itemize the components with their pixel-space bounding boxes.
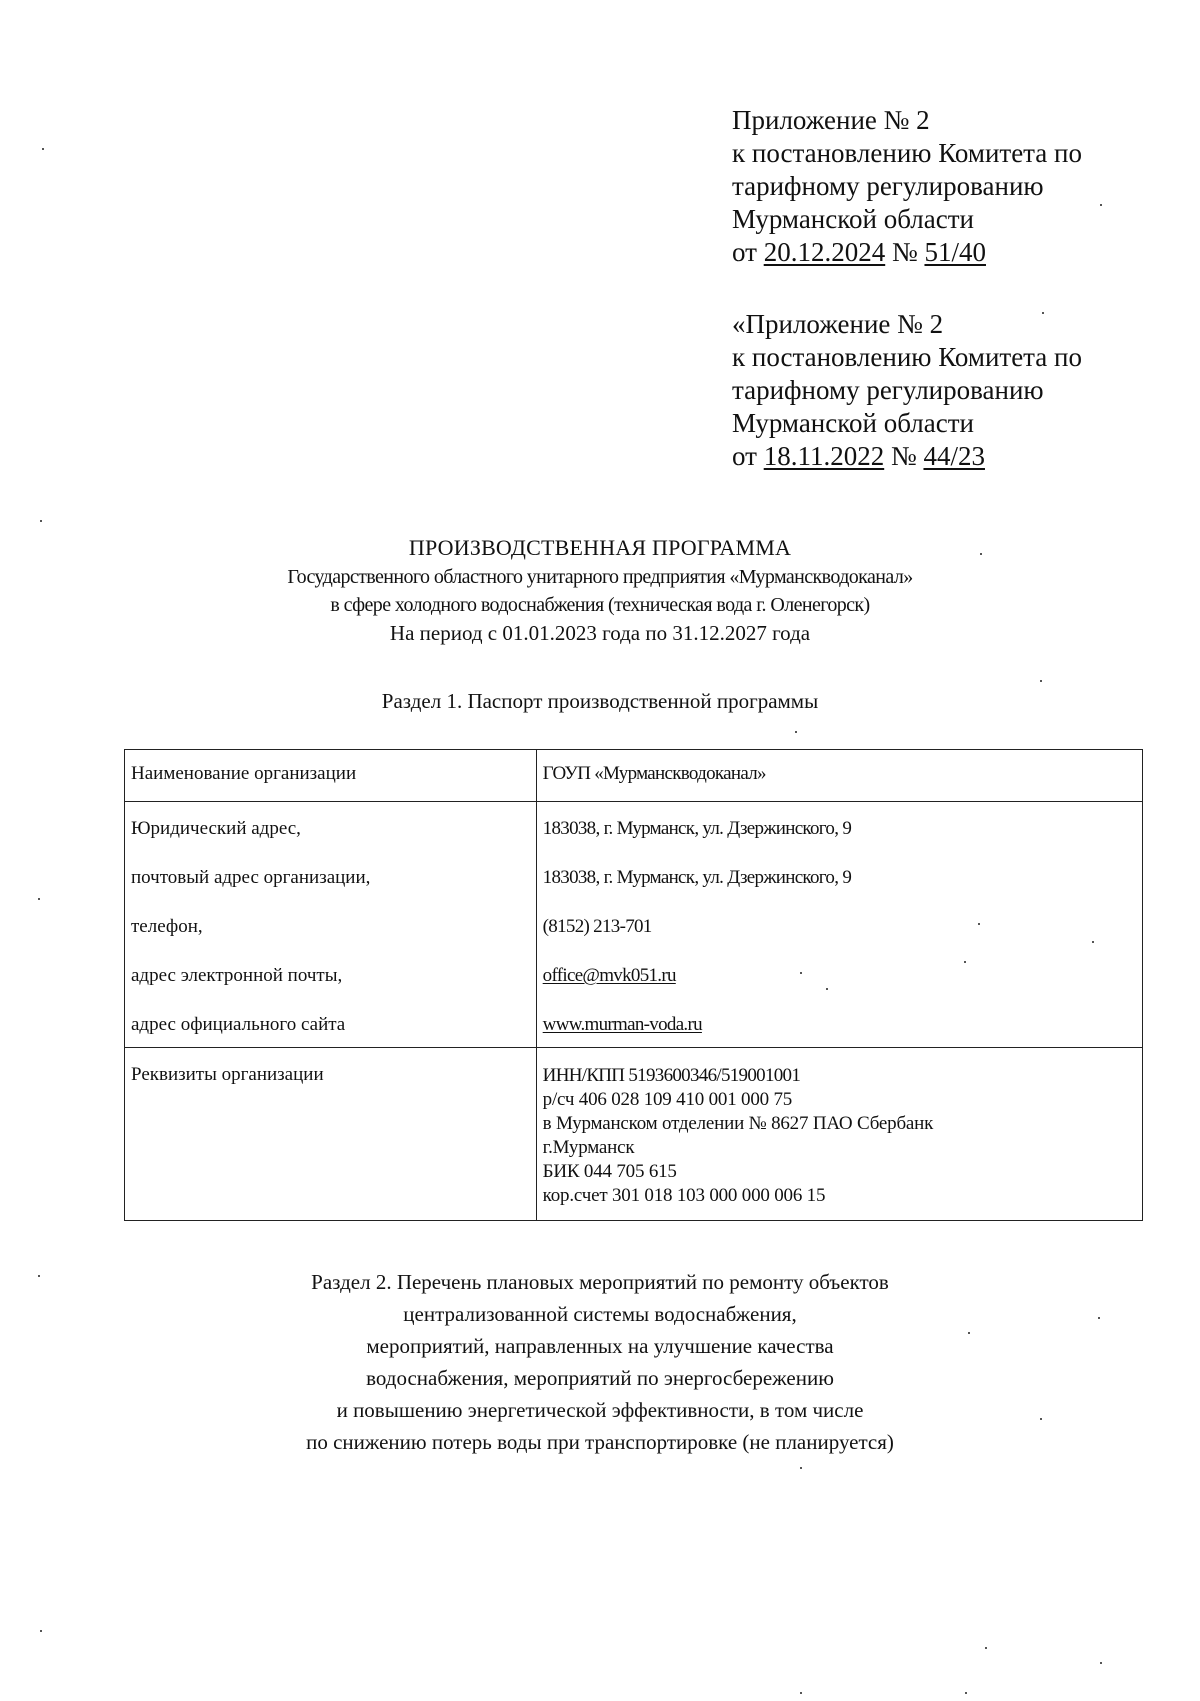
contacts-label-cell <box>125 802 537 1048</box>
scan-speck <box>965 1692 967 1694</box>
postal-address-value: 183038, г. Мурманск, ул. Дзержинского, 9 <box>542 867 852 888</box>
scan-speck <box>40 1630 42 1632</box>
appendix-previous-block <box>732 308 1082 473</box>
requisites-city: г.Мурманск <box>542 1137 635 1158</box>
scan-speck <box>800 1692 802 1694</box>
website-link[interactable]: www.murman-voda.ru <box>542 1014 702 1035</box>
appendix-current-line-2: к постановлению Комитета по <box>732 138 1082 168</box>
appendix-previous-line-2: к постановлению Комитета по <box>732 342 1082 372</box>
legal-address-label: Юридический адрес, <box>131 818 301 839</box>
appendix-current-line-3: тарифному регулированию <box>732 171 1044 201</box>
scan-speck <box>800 972 802 974</box>
requisites-value <box>537 1048 1142 1220</box>
scan-speck <box>1100 1662 1102 1664</box>
appendix-current-title: Приложение № 2 <box>732 105 930 135</box>
scan-speck <box>1098 1317 1100 1319</box>
requisites-corr-account: кор.счет 301 018 103 000 000 006 15 <box>542 1185 826 1206</box>
requisites-bank: в Мурманском отделении № 8627 ПАО Сбербанк <box>542 1113 934 1134</box>
appendix-current-block <box>732 104 1082 269</box>
appendix-current-line-4: Мурманской области <box>732 204 974 234</box>
scan-speck <box>38 1275 40 1277</box>
requisites-inn-kpp: ИНН/КПП 5193600346/519001001 <box>542 1065 801 1086</box>
appendix-previous-line-3: тарифному регулированию <box>732 375 1044 405</box>
appendix-current-from: от <box>732 237 757 267</box>
email-label: адрес электронной почты, <box>131 965 343 986</box>
appendix-current-number-sign: № <box>891 237 918 267</box>
appendix-previous-number: 44/23 <box>923 441 985 471</box>
contacts-value-cell <box>536 802 1142 1048</box>
program-title-block <box>0 533 1200 647</box>
legal-address-value: 183038, г. Мурманск, ул. Дзержинского, 9 <box>542 818 852 839</box>
section-2-line-4: водоснабжения, мероприятий по энергосбережению <box>366 1366 834 1390</box>
passport-table <box>124 749 1143 1221</box>
program-subtitle-scope: в сфере холодного водоснабжения (техническая вода г. Оленегорск) <box>330 594 870 616</box>
scan-speck <box>1092 941 1094 943</box>
postal-address-label: почтовый адрес организации, <box>131 867 371 888</box>
scan-speck <box>826 988 828 990</box>
scan-speck <box>978 923 980 925</box>
section-2-line-3: мероприятий, направленных на улучшение качества <box>366 1334 834 1358</box>
program-period: На период с 01.01.2023 года по 31.12.2027 года <box>389 621 811 645</box>
scan-speck <box>1042 312 1044 314</box>
email-link[interactable]: office@mvk051.ru <box>542 965 676 986</box>
scan-speck <box>1040 1418 1042 1420</box>
table-row-requisites <box>125 1048 1143 1221</box>
section-2-line-1: Раздел 2. Перечень плановых мероприятий по ремонту объектов <box>311 1270 889 1294</box>
section-2-line-6: по снижению потерь воды при транспортировке (не планируется) <box>306 1430 894 1454</box>
appendix-previous-line-4: Мурманской области <box>732 408 974 438</box>
scan-speck <box>1040 680 1042 682</box>
appendix-current-date: 20.12.2024 <box>763 237 886 267</box>
scan-speck <box>38 898 40 900</box>
requisites-value-cell <box>536 1048 1142 1221</box>
scan-speck <box>795 731 797 733</box>
appendix-current-number: 51/40 <box>924 237 986 267</box>
scan-speck <box>42 148 44 150</box>
appendix-previous-title: «Приложение № 2 <box>732 309 944 339</box>
requisites-bik: БИК 044 705 615 <box>542 1161 677 1182</box>
section-2-line-2: централизованной системы водоснабжения, <box>403 1302 797 1326</box>
table-row-org-name <box>125 750 1143 802</box>
section-1-title: Раздел 1. Паспорт производственной программы <box>381 689 819 713</box>
org-name-value: ГОУП «Мурманскводоканал» <box>542 763 766 784</box>
scan-speck <box>968 1332 970 1334</box>
appendix-previous-date-line <box>732 440 1082 473</box>
table-row-contacts <box>125 802 1143 1048</box>
requisites-account: р/сч 406 028 109 410 001 000 75 <box>542 1089 793 1110</box>
org-name-label-cell <box>125 750 537 802</box>
program-title: ПРОИЗВОДСТВЕННАЯ ПРОГРАММА <box>408 535 792 560</box>
scan-speck <box>40 520 42 522</box>
website-label: адрес официального сайта <box>131 1014 346 1035</box>
phone-value: (8152) 213-701 <box>542 916 652 937</box>
scan-speck <box>1100 204 1102 206</box>
scan-speck <box>800 1467 802 1469</box>
program-subtitle-organization: Государственного областного унитарного предприятия «Мурманскводоканал» <box>287 566 913 588</box>
requisites-label-cell <box>125 1048 537 1221</box>
scan-speck <box>985 1647 987 1649</box>
appendix-previous-number-sign: № <box>890 441 917 471</box>
appendix-previous-date: 18.11.2022 <box>763 441 885 471</box>
section-2-line-5: и повышению энергетической эффективности, в том числе <box>336 1398 864 1422</box>
scan-speck <box>964 961 966 963</box>
section-2-title <box>0 1266 1200 1458</box>
org-name-value-cell <box>536 750 1142 802</box>
appendix-current-date-line <box>732 236 1082 269</box>
email-value-wrap <box>537 949 1142 998</box>
appendix-previous-from: от <box>732 441 757 471</box>
website-value-wrap <box>537 998 1142 1047</box>
scan-speck <box>980 553 982 555</box>
requisites-label: Реквизиты организации <box>131 1064 324 1085</box>
phone-label: телефон, <box>131 916 203 937</box>
org-name-label: Наименование организации <box>131 763 357 784</box>
